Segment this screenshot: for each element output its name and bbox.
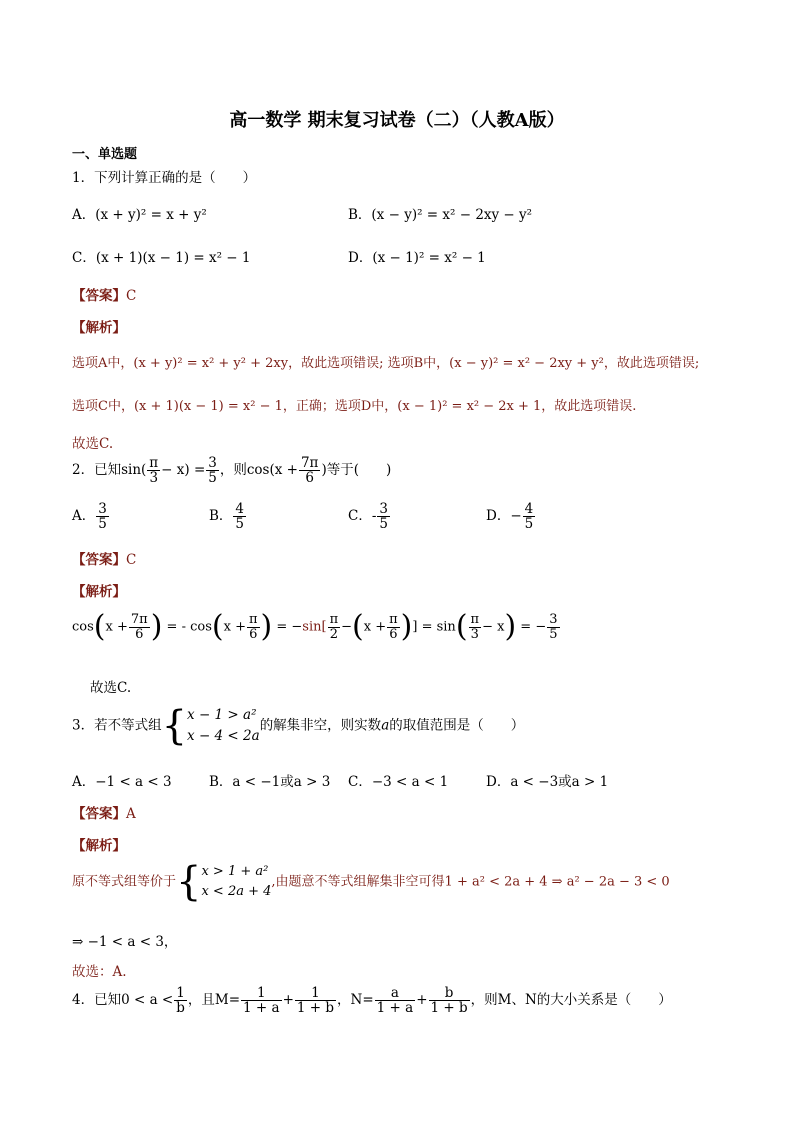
q3-analysis-tag: 【解析】	[72, 838, 126, 854]
text: = −	[520, 619, 547, 635]
q4-stem-part: ，则M、N的大小关系是（ ）	[470, 992, 672, 1009]
text: x +	[363, 619, 387, 635]
frac-den: 6	[299, 470, 320, 485]
frac-den: 1 + a	[376, 1000, 414, 1017]
frac-den: 5	[98, 516, 107, 533]
frac-den: b	[176, 1000, 185, 1017]
q2-stem-part: )等于( )	[321, 462, 392, 479]
frac-den: 6	[129, 627, 150, 642]
q1-analysis-tag: 【解析】	[72, 320, 126, 336]
frac-num: 3	[549, 611, 558, 627]
answer-value: A	[126, 806, 136, 822]
q2-stem-part: − x) =	[161, 462, 206, 479]
system-line: x < 2a + 4	[201, 884, 272, 900]
q1-analysis-line-1: 选项A中，(x + y)² = x² + y² + 2xy，故此选项错误; 选项B中，(x − y)² = x² − 2xy + y²，故此选项错误;	[72, 356, 700, 371]
q2-option-a	[72, 502, 110, 531]
frac-num: π	[389, 611, 398, 627]
q3-solution: 原不等式组等价于{ x > 1 + a² x < 2a + 4 ,由题意不等式组解集非空可得1 + a² < 2a + 4 ⇒ a² − 2a − 3 < 0	[72, 859, 670, 906]
frac-den: 1 + b	[296, 1000, 335, 1017]
q3-solution-line-2: ⇒ −1 < a < 3，	[72, 934, 178, 950]
frac-den: 5	[379, 516, 388, 533]
frac-num: b	[444, 985, 454, 1001]
text: = - cos	[166, 619, 212, 635]
frac-num: π	[248, 611, 258, 627]
q3-option-c: C．−3 < a < 1	[348, 774, 449, 790]
q3-stem-part: 3．若不等式组	[72, 717, 162, 734]
system-line: x − 1 > a²	[187, 707, 257, 723]
text: ] = sin	[412, 619, 456, 635]
q1-conclusion: 故选C.	[72, 436, 114, 452]
text: sin[	[302, 619, 327, 635]
frac-num: 1	[311, 985, 320, 1001]
page-title: 高一数学 期末复习试卷（二）（人教A版）	[229, 110, 565, 131]
frac-den: 3	[469, 627, 482, 642]
option-label: A．	[72, 508, 96, 525]
text: cos	[72, 619, 94, 635]
q1-option-a: A．(x + y)² = x + y²	[72, 207, 207, 223]
answer-value: C	[126, 552, 137, 568]
system-line: x > 1 + a²	[201, 864, 269, 879]
q2-stem	[72, 456, 391, 485]
frac-num: 4	[524, 501, 534, 517]
frac-num: 1	[176, 985, 185, 1001]
answer-value: C	[126, 288, 137, 304]
frac-num: 1	[257, 985, 266, 1001]
frac-num: 3	[98, 501, 107, 517]
q1-option-d: D．(x − 1)² = x² − 1	[348, 250, 486, 266]
text: − x	[482, 619, 505, 635]
frac-den: 1 + b	[430, 1000, 468, 1017]
answer-tag: 【答案】	[72, 288, 126, 304]
q3-stem: 3．若不等式组{ x − 1 > a² x − 4 < 2a 的解集非空，则实数a的取值范围是（ ）	[72, 702, 525, 749]
q2-option-d	[486, 502, 536, 531]
frac-den: 1 + a	[243, 1000, 280, 1017]
text: x +	[105, 619, 128, 635]
q2-option-c	[348, 502, 391, 531]
q4-stem	[72, 986, 672, 1015]
answer-tag: 【答案】	[72, 552, 126, 568]
q3-option-b: B．a < −1或a > 3	[209, 774, 331, 790]
answer-tag: 【答案】	[72, 806, 126, 822]
q2-analysis-tag: 【解析】	[72, 584, 126, 600]
q3-option-a: A．−1 < a < 3	[72, 774, 172, 790]
frac-num: 3	[379, 501, 388, 517]
q1-analysis-line-2: 选项C中，(x + 1)(x − 1) = x² − 1，正确；选项D中，(x − 1)² = x² − 2x + 1，故此选项错误.	[72, 399, 637, 414]
q2-stem-part: 2．已知sin(	[72, 462, 147, 479]
q3-var: a	[381, 717, 390, 734]
q2-conclusion: 故选C.	[90, 680, 132, 696]
frac-den: 3	[147, 470, 160, 485]
frac-num: π	[329, 611, 339, 627]
q3-conclusion: 故选：A.	[72, 964, 127, 980]
text: = −	[276, 619, 303, 635]
q1-option-b: B．(x − y)² = x² − 2xy − y²	[348, 207, 533, 223]
q1-option-c: C．(x + 1)(x − 1) = x² − 1	[72, 250, 251, 266]
frac-num: π	[470, 611, 480, 627]
frac-den: 2	[328, 627, 341, 642]
system-line: x − 4 < 2a	[187, 727, 260, 744]
frac-num: a	[390, 985, 399, 1001]
frac-num: 4	[235, 501, 245, 517]
frac-den: 5	[208, 470, 217, 487]
q2-option-b	[209, 502, 247, 531]
q3-stem-part: 的解集非空，则实数	[259, 717, 382, 734]
text: 原不等式组等价于	[72, 874, 177, 890]
frac-num: 7π	[300, 455, 319, 471]
frac-den: 6	[387, 627, 400, 642]
frac-den: 5	[549, 626, 558, 642]
frac-num: 7π	[130, 611, 148, 627]
q1-stem: 1．下列计算正确的是（ ）	[72, 170, 257, 186]
q4-stem-part: 4．已知0 < a <	[72, 992, 174, 1009]
q2-answer	[72, 548, 136, 568]
q4-stem-part: ，N=	[337, 992, 374, 1009]
frac-den: 5	[524, 516, 534, 533]
q1-answer	[72, 284, 136, 304]
text: x +	[223, 619, 246, 635]
frac-num: 3	[208, 455, 217, 471]
option-label: B．	[209, 508, 233, 525]
q3-stem-part: 的取值范围是（ ）	[389, 717, 525, 734]
q4-stem-part: ，且M=	[187, 992, 241, 1009]
q2-stem-part: ，则cos(x +	[219, 462, 298, 479]
frac-den: 5	[235, 516, 245, 533]
q2-solution: cos(x + $\frac{7\pi}{6}$ ) = - cos(x + $\frac{\pi}{6}$ ) = −sin[ $\frac{\pi}{2}$ −(x + $\frac{\pi}{6}$ )] = sin( $\frac{\pi}{3}$ − x) = − $\frac{3}{5}$	[72, 609, 558, 644]
section-heading: 一、单选题	[72, 147, 138, 162]
option-label: C．-	[348, 508, 377, 525]
frac-den: 6	[247, 627, 260, 642]
q4-stem-part: +	[282, 992, 294, 1009]
q3-option-d: D．a < −3或a > 1	[486, 774, 609, 790]
q4-stem-part: +	[416, 992, 428, 1009]
option-label: D．−	[486, 508, 522, 525]
q3-answer	[72, 802, 136, 822]
frac-num: π	[149, 455, 159, 471]
text: ,由题意不等式组解集非空可得1 + a² < 2a + 4 ⇒ a² − 2a − 3 < 0	[271, 874, 670, 890]
